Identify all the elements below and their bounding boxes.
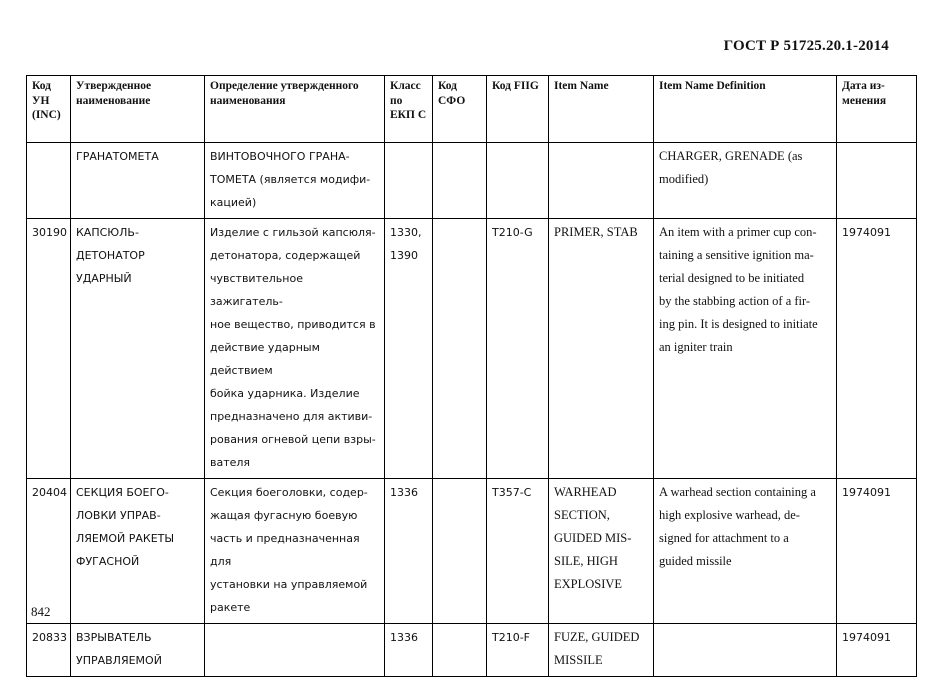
cell-definition: ВИНТОВОЧНОГО ГРАНА- ТОМЕТА (является модифи- кацией) [205,143,385,219]
cell-fiig: T210-G [487,219,549,479]
column-header-definition: Определение утвержденного наименования [205,76,385,143]
cell-definition: Секция боеголовки, содер- жащая фугасную боевую часть и предназначенная для установки на управляемой ракете [205,479,385,624]
cell-item-name [549,143,654,219]
cell-inc [27,143,71,219]
cell-change-date [837,143,917,219]
cell-fiig: T210-F [487,624,549,677]
cell-sfo [433,624,487,677]
cell-class [385,143,433,219]
cell-approved-name: ГРАНАТОМЕТА [71,143,205,219]
cell-change-date: 1974091 [837,479,917,624]
cell-definition: Изделие с гильзой капсюля- детонатора, содержащей чувствительное зажигатель- ное вещество, приводится в действие ударным действием бойка ударника. Изделие предназначено для активи- рования огневой цепи взры- вателя [205,219,385,479]
cell-sfo [433,479,487,624]
cell-item-name: FUZE, GUIDED MISSILE [549,624,654,677]
table-header-row [27,76,917,143]
cell-sfo [433,143,487,219]
cell-class: 1336 [385,624,433,677]
cell-fiig [487,143,549,219]
cell-item-definition: An item with a primer cup con- taining a sensitive ignition ma- terial designed to be initiated by the stabbing action of a fir- ing pin. It is designed to initiate an igniter train [654,219,837,479]
cell-class: 1330, 1390 [385,219,433,479]
nomenclature-table [26,75,917,677]
cell-item-name: WARHEAD SECTION, GUIDED MIS- SILE, HIGH EXPLOSIVE [549,479,654,624]
document-standard-title: ГОСТ Р 51725.20.1-2014 [723,38,889,54]
cell-inc: 30190 [27,219,71,479]
cell-inc: 20833 [27,624,71,677]
cell-inc: 20404 [27,479,71,624]
cell-item-name: PRIMER, STAB [549,219,654,479]
cell-change-date: 1974091 [837,624,917,677]
column-header-fiig: Код FIIG [487,76,549,143]
cell-approved-name: КАПСЮЛЬ- ДЕТОНАТОР УДАРНЫЙ [71,219,205,479]
column-header-inc: Код УН (INC) [27,76,71,143]
column-header-class: Класс по ЕКП С [385,76,433,143]
table-row [27,479,917,624]
cell-change-date: 1974091 [837,219,917,479]
cell-fiig: T357-C [487,479,549,624]
cell-item-definition [654,624,837,677]
cell-approved-name: ВЗРЫВАТЕЛЬ УПРАВЛЯЕМОЙ [71,624,205,677]
column-header-sfo: Код СФО [433,76,487,143]
table-row [27,143,917,219]
column-header-item-definition: Item Name Definition [654,76,837,143]
table-row [27,624,917,677]
column-header-item-name: Item Name [549,76,654,143]
cell-approved-name: СЕКЦИЯ БОЕГО- ЛОВКИ УПРАВ- ЛЯЕМОЙ РАКЕТЫ ФУГАСНОЙ [71,479,205,624]
cell-class: 1336 [385,479,433,624]
cell-item-definition: CHARGER, GRENADE (as modified) [654,143,837,219]
table-row [27,219,917,479]
column-header-change-date: Дата из- менения [837,76,917,143]
page-number: 842 [31,604,51,619]
column-header-approved-name: Утвержденное наименование [71,76,205,143]
cell-item-definition: A warhead section containing a high explosive warhead, de- signed for attachment to a guided missile [654,479,837,624]
cell-definition [205,624,385,677]
cell-sfo [433,219,487,479]
